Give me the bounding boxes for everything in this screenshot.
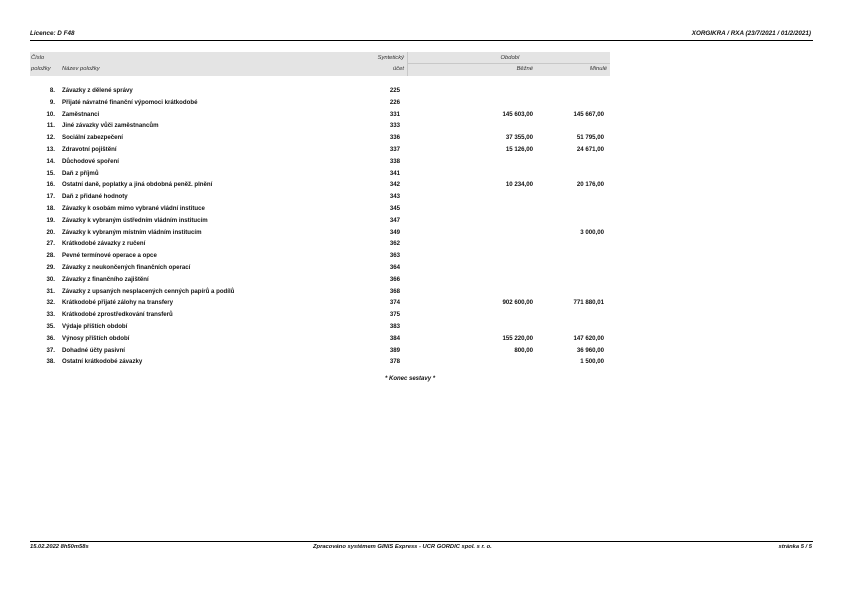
row-number: 35. [46,322,55,330]
table-row [30,334,610,346]
table-row [30,180,610,192]
row-previous: 147 620,00 [573,334,604,342]
row-account: 347 [389,216,400,224]
row-account: 364 [389,263,400,271]
row-account: 363 [389,252,400,260]
row-account: 342 [389,181,400,189]
row-name: Dohadné účty pasivní [62,346,125,354]
table-row [30,263,610,275]
col-code-label-2: účet [393,66,404,72]
row-number: 19. [46,216,55,224]
row-name: Sociální zabezpečení [62,134,123,142]
row-number: 15. [46,169,55,177]
table-row [30,86,610,98]
row-number: 11. [46,122,55,130]
row-name: Krátkodobé zprostředkování transferů [62,311,173,319]
row-account: 383 [389,322,400,330]
header-rule [30,40,813,41]
row-number: 32. [46,299,55,307]
row-name: Daň z přidané hodnoty [62,193,128,201]
row-name: Důchodové spoření [62,157,119,165]
row-name: Jiné závazky vůči zaměstnancům [62,122,159,130]
table-row [30,239,610,251]
row-name: Zaměstnanci [62,110,100,118]
row-name: Závazky k vybraným místním vládním institucím [62,228,202,236]
row-number: 13. [46,145,55,153]
row-account: 389 [389,346,400,354]
row-account: 375 [389,311,400,319]
table-row [30,275,610,287]
footer-timestamp: 15.02.2022 8h50m58s [30,544,89,550]
row-number: 16. [46,181,55,189]
col-number-label: Číslo [31,55,45,61]
row-number: 30. [46,275,55,283]
col-name-label: Název položky [62,66,100,72]
row-number: 8. [49,87,55,94]
row-number: 31. [46,287,55,295]
end-of-report: * Konec sestavy * [385,376,436,382]
row-number: 10. [46,110,55,118]
table-row [30,216,610,228]
table-row [30,145,610,157]
table-row [30,133,610,145]
row-account: 384 [389,334,400,342]
row-number: 33. [46,311,55,319]
table-row [30,251,610,263]
row-current: 15 126,00 [505,145,533,153]
license-label: Licence: D F48 [30,30,75,37]
row-name: Daň z příjmů [62,169,99,177]
row-number: 17. [46,193,55,201]
row-account: 338 [389,157,400,165]
footer-rule [30,541,813,542]
row-previous: 3 000,00 [580,228,604,236]
row-name: Ostatní daně, poplatky a jiná obdobná peněž. plnění [62,181,213,189]
table-row [30,169,610,181]
row-previous: 20 176,00 [576,181,604,189]
row-number: 9. [49,98,55,106]
row-previous: 36 960,00 [576,346,604,354]
report-title: XORGIKRA / RXA (23/7/2021 / 01/2/2021) [691,30,811,37]
row-number: 20. [46,228,55,236]
table-row [30,98,610,110]
row-previous: 771 880,01 [573,299,604,307]
footer-page: stránka 5 / 5 [778,544,812,550]
row-account: 374 [389,299,400,307]
table-row [30,228,610,240]
table-row [30,322,610,334]
row-previous: 51 795,00 [576,134,604,142]
row-name: Ostatní krátkodobé závazky [62,358,143,366]
row-number: 29. [46,263,55,271]
table-row [30,157,610,169]
row-number: 12. [46,134,55,142]
row-current: 902 600,00 [502,299,533,307]
row-name: Pevné termínové operace a opce [62,252,157,260]
row-account: 331 [389,110,400,118]
table-row [30,357,610,369]
row-account: 368 [389,287,400,295]
table-row [30,298,610,310]
row-current: 800,00 [514,346,533,354]
row-account: 337 [389,145,400,153]
row-previous: 145 667,00 [573,110,604,118]
row-name: Závazky k osobám mimo vybrané vládní instituce [62,204,205,212]
col-code-label: Syntetický [377,55,404,61]
row-account: 336 [389,134,400,142]
row-account: 362 [389,240,400,248]
row-current: 37 355,00 [505,134,533,142]
table-row [30,121,610,133]
table-row [30,204,610,216]
row-name: Přijaté návratné finanční výpomoci krátkodobé [62,98,198,106]
row-number: 28. [46,252,55,260]
row-current: 145 603,00 [502,110,533,118]
row-name: Zdravotní pojištění [62,145,117,153]
row-number: 27. [46,240,55,248]
row-name: Krátkodobé závazky z ručení [62,240,146,248]
row-account: 226 [389,98,400,106]
row-name: Výnosy příštích období [62,334,130,342]
footer-generator: Zpracováno systémem GINIS Express - UCR GORDIC spol. s r. o. [313,544,492,550]
row-name: Závazky k vybraným ústředním vládním institucím [62,216,208,224]
row-account: 366 [389,275,400,283]
col-number-label-2: položky [31,66,51,72]
header-divider [407,52,408,76]
row-current: 155 220,00 [502,334,533,342]
table-header [30,52,610,76]
row-name: Závazky z dělené správy [62,87,133,94]
col-previous-label: Minulé [589,66,607,72]
row-account: 341 [389,169,400,177]
header-divider-h [407,63,610,64]
row-previous: 1 500,00 [580,358,604,366]
row-account: 225 [389,87,400,94]
row-name: Závazky z neukončených finančních operací [62,263,191,271]
row-account: 343 [389,193,400,201]
row-previous: 24 671,00 [576,145,604,153]
table-row [30,310,610,322]
row-name: Krátkodobé přijaté zálohy na transfery [62,299,174,307]
table-row [30,346,610,358]
row-number: 18. [46,204,55,212]
table-row [30,287,610,299]
row-current: 10 234,00 [505,181,533,189]
row-number: 37. [46,346,55,354]
row-account: 378 [389,358,400,366]
row-number: 36. [46,334,55,342]
row-account: 349 [389,228,400,236]
table-body [30,86,610,369]
row-number: 38. [46,358,55,366]
row-number: 14. [46,157,55,165]
row-name: Výdaje příštích období [62,322,128,330]
row-account: 333 [389,122,400,130]
table-row [30,192,610,204]
col-current-label: Běžné [516,66,533,72]
row-name: Závazky z upsaných nesplacených cenných papírů a podílů [62,287,235,295]
period-label: Období [500,55,520,61]
row-account: 345 [389,204,400,212]
row-name: Závazky z finančního zajištění [62,275,149,283]
table-row [30,110,610,122]
